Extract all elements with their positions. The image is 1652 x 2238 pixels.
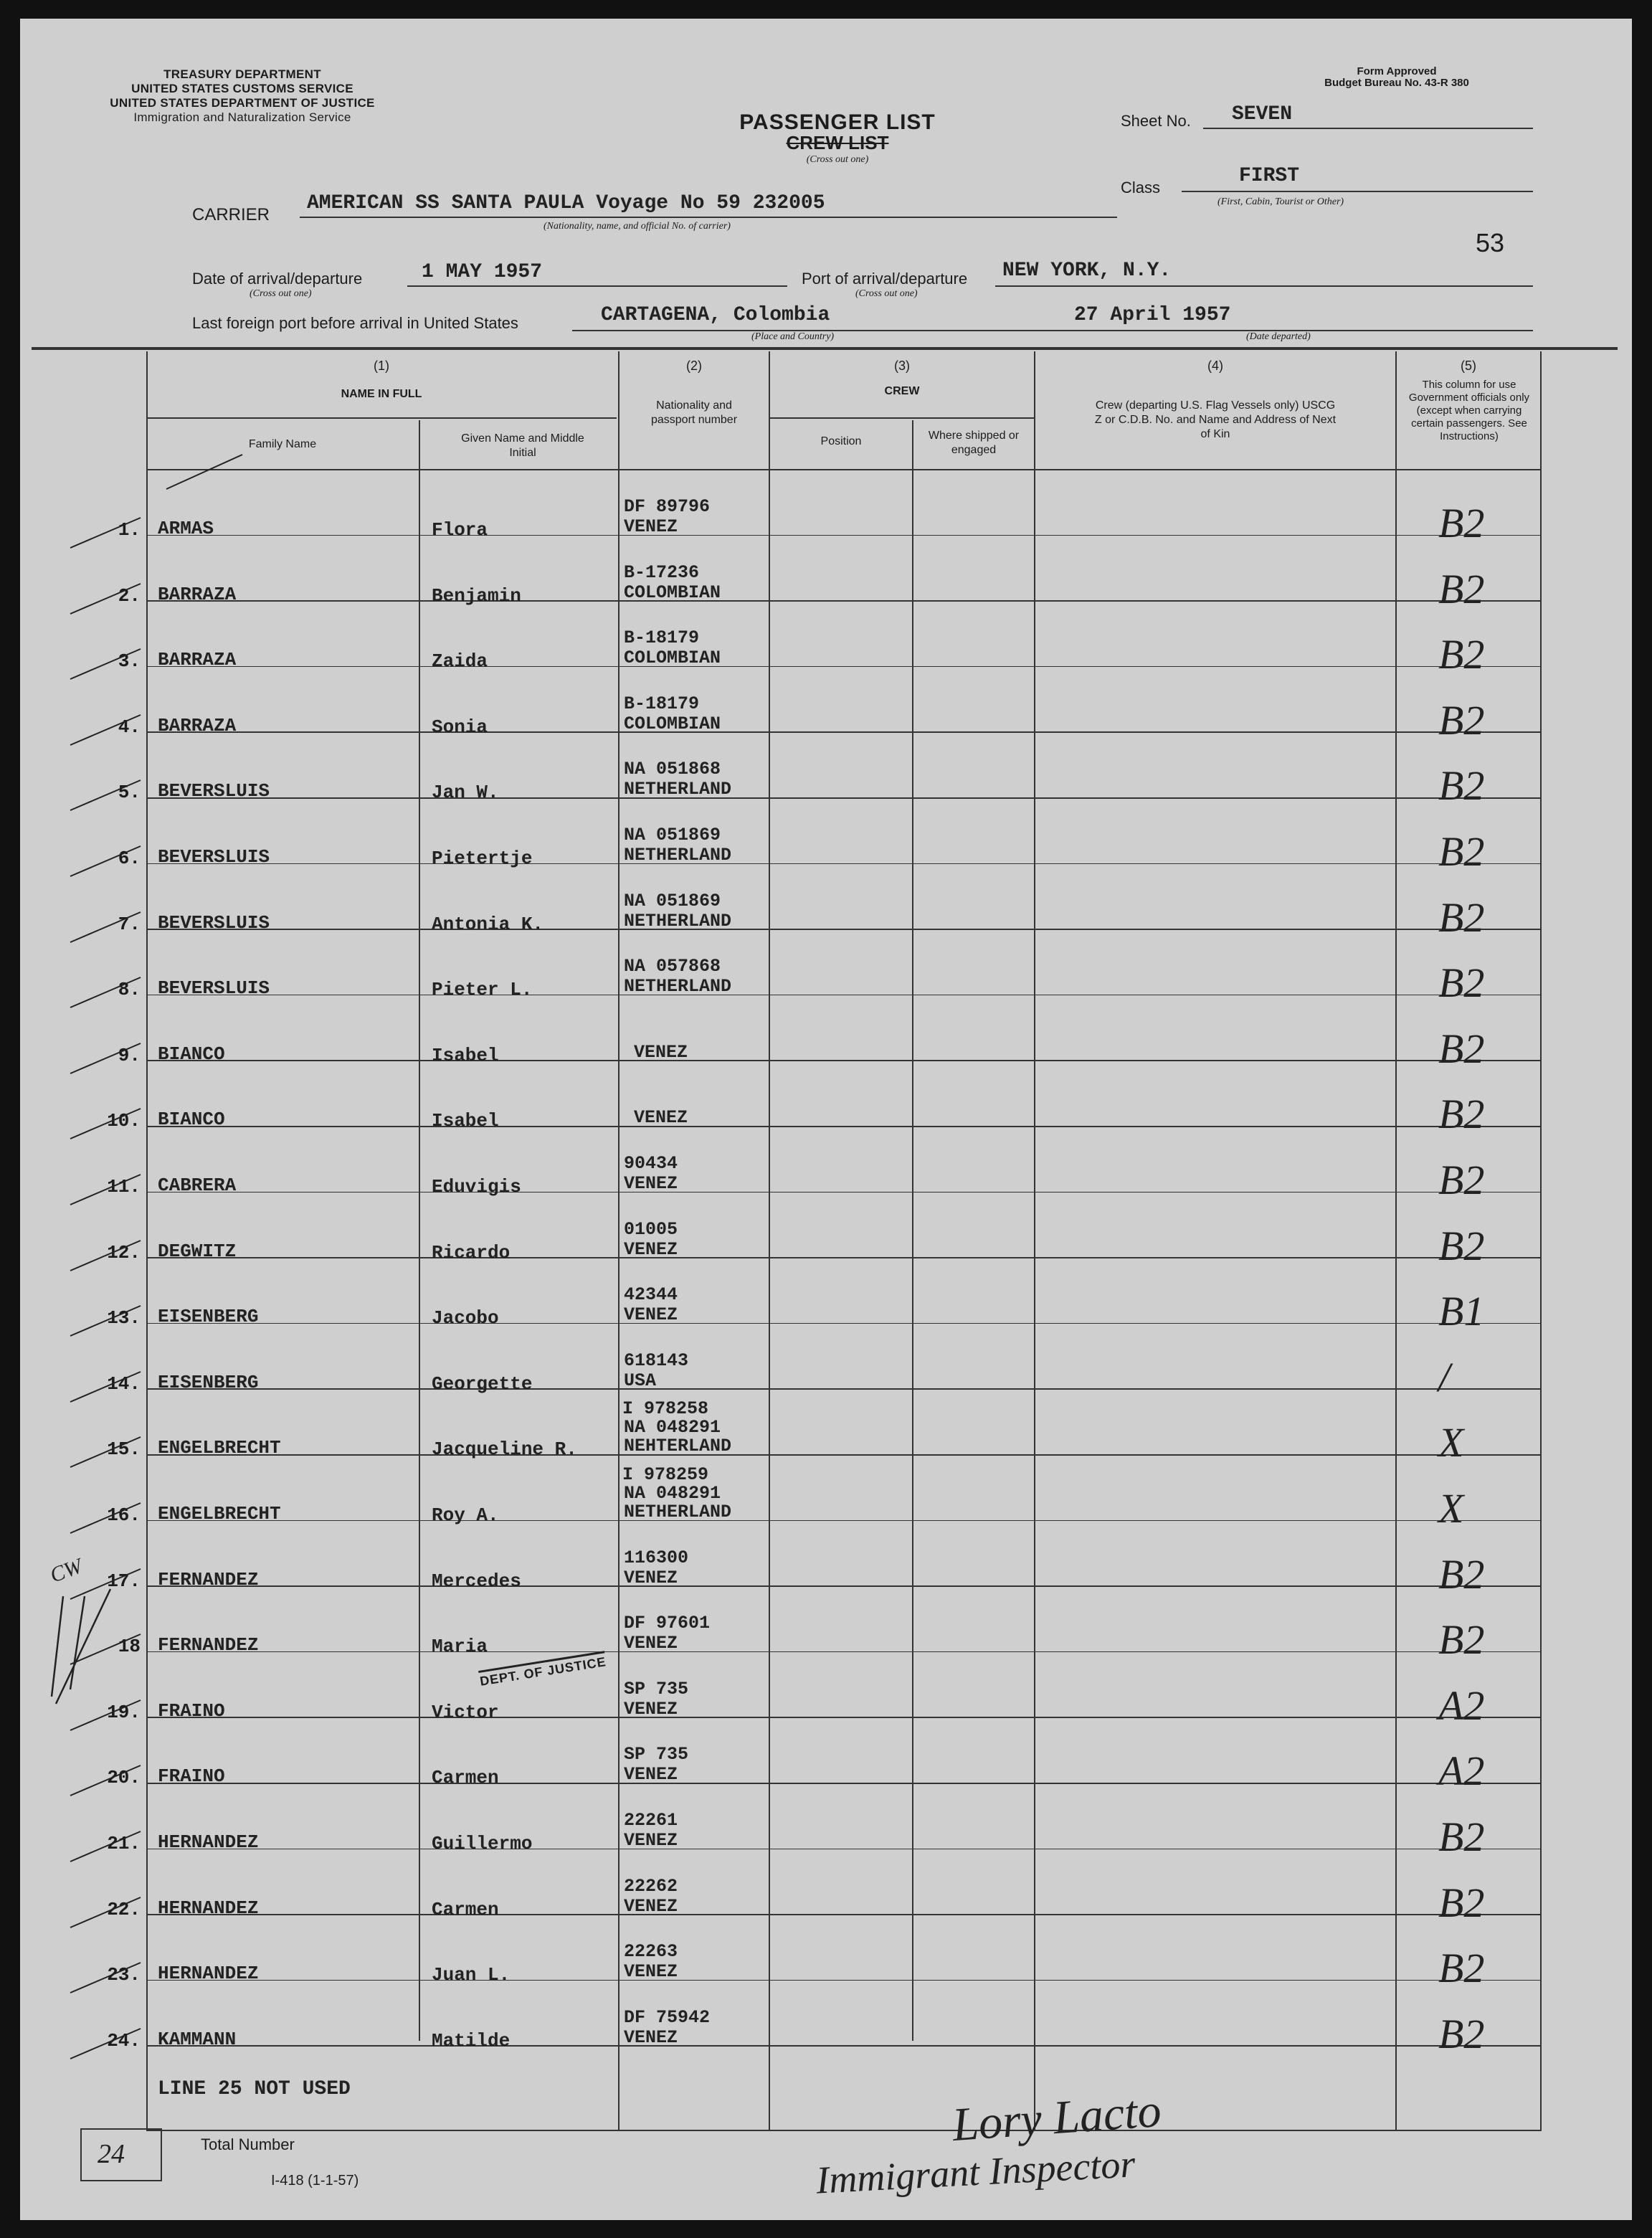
passport-number: 42344 <box>624 1284 678 1306</box>
row-number: 22. <box>107 1898 141 1920</box>
check-tick-mark <box>67 1035 146 1078</box>
visa-class-code: B2 <box>1438 1616 1485 1664</box>
check-tick-mark <box>67 1100 146 1143</box>
port-cross-note: (Cross out one) <box>855 288 918 299</box>
table-right-border <box>1540 351 1542 2130</box>
header-line-customs: UNITED STATES CUSTOMS SERVICE <box>131 82 353 95</box>
line-25-text: LINE 25 NOT USED <box>158 2078 351 2100</box>
family-name: ENGELBRECHT <box>158 1437 281 1459</box>
row-number: 16. <box>107 1504 141 1526</box>
check-tick-mark <box>67 1757 146 1800</box>
check-tick-mark <box>67 1954 146 1997</box>
passport-number: B-17236 <box>624 561 700 583</box>
page-title: PASSENGER LIST <box>739 110 936 134</box>
nationality: NETHERLAND <box>624 1502 732 1522</box>
family-name: HERNANDEZ <box>158 1963 259 1985</box>
given-name: Carmen <box>432 1898 499 1920</box>
visa-class-code: B2 <box>1438 828 1485 875</box>
given-name: Antonia K. <box>432 913 544 935</box>
row-number: 18 <box>118 1636 141 1658</box>
check-tick-mark <box>67 838 146 881</box>
date-departed-note: (Date departed) <box>1246 331 1311 342</box>
check-tick-mark <box>67 1363 146 1406</box>
visa-class-code: B2 <box>1438 1879 1485 1926</box>
table-bottom-rule <box>146 2130 1542 2131</box>
nationality: VENEZ <box>624 1698 678 1720</box>
col1-title: NAME IN FULL <box>341 388 422 400</box>
col4-title: Crew (departing U.S. Flag Vessels only) USCG Z or C.D.B. No. and Name and Address of Next of Kin <box>1094 399 1337 440</box>
check-tick-mark <box>67 1166 146 1209</box>
check-tick-mark <box>67 1232 146 1275</box>
visa-class-code: B2 <box>1438 631 1485 678</box>
check-tick-mark <box>67 640 146 683</box>
passport-number: NA 057868 <box>624 956 721 977</box>
passport-number: 116300 <box>624 1547 689 1568</box>
given-name: Jacqueline R. <box>432 1438 577 1461</box>
page-number: 53 <box>1476 228 1505 257</box>
sheet-no-label: Sheet No. <box>1121 112 1191 130</box>
given-name: Jacobo <box>432 1307 499 1329</box>
title-cross-note: (Cross out one) <box>806 154 869 165</box>
nationality: VENEZ <box>624 1633 678 1654</box>
nationality: VENEZ <box>624 2026 678 2048</box>
total-value: 24 <box>98 2139 125 2169</box>
justice-stamp: DEPT. OF JUSTICE <box>478 1651 607 1689</box>
visa-class-code: X <box>1438 1419 1464 1466</box>
family-name: FRAINO <box>158 1765 225 1788</box>
family-name: BEVERSLUIS <box>158 780 270 802</box>
header-line-justice: UNITED STATES DEPARTMENT OF JUSTICE <box>110 96 375 110</box>
given-name: Pieter L. <box>432 979 533 1001</box>
nationality: NETHERLAND <box>624 910 732 931</box>
given-name: Juan L. <box>432 1964 511 1986</box>
visa-class-code: B2 <box>1438 959 1485 1007</box>
sheet-no-underline <box>1203 128 1533 129</box>
given-name: Benjamin <box>432 584 521 607</box>
row-rule <box>146 1585 1542 1587</box>
row-number: 13. <box>107 1307 141 1329</box>
nationality: VENEZ <box>624 1961 678 1983</box>
header-diagonal-mark <box>163 449 250 492</box>
family-name: BEVERSLUIS <box>158 977 270 1000</box>
visa-class-code: B2 <box>1438 1025 1485 1072</box>
row-number: 24. <box>107 2029 141 2052</box>
row-number: 9. <box>118 1044 141 1066</box>
divider-nat-crew <box>769 351 770 2130</box>
row-number: 3. <box>118 650 141 673</box>
nationality: USA <box>624 1370 657 1391</box>
col3-title: CREW <box>884 385 920 397</box>
visa-class-code: B2 <box>1438 1091 1485 1138</box>
passport-number: NA 051869 <box>624 890 721 911</box>
date-cross-note: (Cross out one) <box>250 288 312 299</box>
given-name: Carmen <box>432 1767 499 1789</box>
visa-class-code: B2 <box>1438 1945 1485 1992</box>
row-rule <box>146 731 1542 733</box>
visa-class-code: B2 <box>1438 762 1485 810</box>
row-number: 20. <box>107 1767 141 1789</box>
row-rule <box>146 1914 1542 1915</box>
given-name: Mercedes <box>432 1570 521 1592</box>
row-number: 19. <box>107 1701 141 1723</box>
nationality: VENEZ <box>624 1830 678 1851</box>
given-name: Flora <box>432 519 488 541</box>
carrier-value: AMERICAN SS SANTA PAULA Voyage No 59 232005 <box>307 192 825 214</box>
row-number: 21. <box>107 1833 141 1854</box>
row-number: 7. <box>118 913 141 935</box>
header-rule <box>32 347 1618 350</box>
visa-class-code: B2 <box>1438 1157 1485 1203</box>
family-name: CABRERA <box>158 1175 237 1196</box>
row-rule <box>146 995 1542 996</box>
passport-number-alt: I 978258 <box>622 1398 709 1420</box>
row-number: 14. <box>107 1372 141 1395</box>
passport-number: 01005 <box>624 1218 678 1240</box>
row-rule <box>146 535 1542 536</box>
signature-title: Immigrant Inspector <box>815 2142 1136 2202</box>
given-name: Pietertje <box>432 848 533 869</box>
check-tick-mark <box>67 509 146 552</box>
row-rule <box>146 1717 1542 1718</box>
row-rule <box>146 1257 1542 1258</box>
family-name: ARMAS <box>158 518 214 539</box>
row-rule <box>146 666 1542 668</box>
family-name: FERNANDEZ <box>158 1634 259 1656</box>
family-name: FRAINO <box>158 1699 225 1722</box>
given-name: Georgette <box>432 1372 533 1395</box>
col4-number: (4) <box>1207 359 1223 373</box>
header-line-ins: Immigration and Naturalization Service <box>133 110 351 124</box>
visa-class-code: B2 <box>1438 1813 1485 1860</box>
family-name: HERNANDEZ <box>158 1831 259 1853</box>
check-tick-mark <box>67 1889 146 1932</box>
form-approved-block <box>1304 66 1490 89</box>
col1-number: (1) <box>374 359 389 373</box>
row-number: 12. <box>107 1241 141 1263</box>
nationality: NETHERLAND <box>624 779 732 800</box>
crew-subheader-rule <box>769 417 1034 419</box>
header-bottom-rule <box>146 469 1542 470</box>
passport-number: DF 97601 <box>624 1613 711 1634</box>
row-rule <box>146 1060 1542 1061</box>
row-number: 15. <box>107 1438 141 1461</box>
family-name: DEGWITZ <box>158 1240 237 1262</box>
header-agency-block <box>85 67 400 125</box>
row-rule <box>146 2045 1542 2047</box>
last-port-note: (Place and Country) <box>751 331 835 342</box>
given-name: Victor <box>432 1701 499 1723</box>
given-name: Eduvigis <box>432 1176 521 1198</box>
last-port-value: CARTAGENA, Colombia <box>601 304 830 326</box>
row-number: 8. <box>118 979 141 1001</box>
date-arrival-value: 1 MAY 1957 <box>422 261 543 283</box>
given-name: Guillermo <box>432 1833 533 1854</box>
total-label: Total Number <box>201 2135 295 2153</box>
sheet-no-value: SEVEN <box>1232 103 1293 125</box>
divider-kin-official <box>1395 351 1397 2130</box>
family-name: BEVERSLUIS <box>158 911 270 934</box>
family-name: KAMMANN <box>158 2028 237 2050</box>
given-name: Matilde <box>432 2029 511 2052</box>
date-arrival-label: Date of arrival/departure <box>192 270 363 288</box>
row-rule <box>146 797 1542 799</box>
check-tick-mark <box>67 1494 146 1537</box>
given-name: Roy A. <box>432 1504 499 1526</box>
row-number: 2. <box>118 584 141 607</box>
visa-class-code: B2 <box>1438 696 1485 744</box>
family-name: BARRAZA <box>158 714 237 736</box>
visa-class-code: A2 <box>1438 1682 1485 1729</box>
passport-number: B-18179 <box>624 627 700 649</box>
given-name: Maria <box>432 1636 488 1658</box>
nationality: VENEZ <box>624 1567 678 1588</box>
col5-title: This column for use Government officials only (except when carrying certain passengers. See Instructions) <box>1408 379 1530 442</box>
title-crew-list-struck: CREW LIST <box>786 132 889 153</box>
row-rule <box>146 1520 1542 1522</box>
passport-number: NA 051868 <box>624 759 721 780</box>
margin-note-cw: CW <box>47 1554 86 1588</box>
visa-class-code: B2 <box>1438 1550 1485 1598</box>
nationality: VENEZ <box>624 1764 678 1786</box>
col1-given-heading: Given Name and Middle Initial <box>461 432 584 459</box>
date-arrival-underline <box>407 285 787 287</box>
divider-name-nat <box>618 351 620 2130</box>
class-underline <box>1182 191 1533 192</box>
header-line-treasury: TREASURY DEPARTMENT <box>163 67 321 81</box>
passport-number: B-18179 <box>624 693 700 714</box>
given-name: Sonia <box>432 716 488 738</box>
divider-family-given <box>419 420 420 2041</box>
nationality: VENEZ <box>634 1107 688 1129</box>
row-rule <box>146 1849 1542 1850</box>
given-name: Ricardo <box>432 1241 511 1263</box>
col1-family-heading: Family Name <box>248 438 317 450</box>
form-number: I-418 (1-1-57) <box>271 2173 359 2189</box>
row-number: 10. <box>107 1110 141 1132</box>
total-box <box>80 2128 162 2181</box>
port-arrival-underline <box>995 285 1533 287</box>
nationality: VENEZ <box>624 1238 678 1260</box>
family-name: BEVERSLUIS <box>158 846 270 868</box>
nationality: VENEZ <box>624 516 678 537</box>
passport-number: DF 89796 <box>624 496 711 517</box>
port-arrival-label: Port of arrival/departure <box>802 270 968 288</box>
nationality: NETHERLAND <box>624 976 732 997</box>
budget-bureau-text: Budget Bureau No. 43-R 380 <box>1324 77 1469 89</box>
row-number: 17. <box>107 1570 141 1592</box>
passport-number: 618143 <box>624 1350 689 1371</box>
passport-number: 22263 <box>624 1941 678 1963</box>
check-tick-mark <box>67 1297 146 1340</box>
col3-where-heading: Where shipped or engaged <box>928 430 1020 456</box>
passport-number: NA 048291 <box>624 1483 721 1504</box>
document-sheet <box>20 19 1632 2220</box>
nationality: NETHERLAND <box>624 845 732 866</box>
check-tick-mark <box>67 1428 146 1471</box>
row-rule <box>146 1388 1542 1390</box>
nationality: VENEZ <box>624 1304 678 1326</box>
check-tick-mark <box>67 1823 146 1866</box>
passport-number-alt: I 978259 <box>622 1464 709 1485</box>
row-rule <box>146 863 1542 865</box>
visa-class-code: B2 <box>1438 1222 1485 1269</box>
title-block <box>708 110 967 166</box>
passport-number: SP 735 <box>624 1678 689 1699</box>
given-name: Zaida <box>432 650 488 673</box>
row-rule <box>146 1783 1542 1784</box>
given-name: Jan W. <box>432 782 499 804</box>
margin-tally-marks <box>42 1582 120 1711</box>
check-tick-mark <box>67 904 146 947</box>
passport-number: 22261 <box>624 1810 678 1831</box>
row-rule <box>146 1192 1542 1193</box>
given-name: Isabel <box>432 1110 499 1132</box>
form-approved-text: Form Approved <box>1357 65 1437 77</box>
class-note: (First, Cabin, Tourist or Other) <box>1217 196 1344 207</box>
family-name: FERNANDEZ <box>158 1568 259 1590</box>
check-tick-mark <box>67 2020 146 2063</box>
nationality: COLOMBIAN <box>624 713 721 734</box>
family-name: BARRAZA <box>158 649 237 671</box>
visa-class-code: A2 <box>1438 1748 1485 1795</box>
carrier-note: (Nationality, name, and official No. of carrier) <box>543 221 731 232</box>
row-rule <box>146 1454 1542 1456</box>
date-departed-value: 27 April 1957 <box>1074 304 1231 326</box>
row-number: 6. <box>118 848 141 869</box>
family-name: BIANCO <box>158 1043 225 1065</box>
check-tick-mark <box>67 575 146 618</box>
carrier-underline <box>300 217 1117 218</box>
check-tick-mark <box>67 706 146 749</box>
family-name: BIANCO <box>158 1109 225 1131</box>
col3-position-heading: Position <box>820 435 862 447</box>
port-arrival-value: NEW YORK, N.Y. <box>1002 260 1172 282</box>
last-port-label: Last foreign port before arrival in United States <box>192 314 518 332</box>
check-tick-mark <box>67 772 146 815</box>
passport-number: NA 048291 <box>624 1417 721 1438</box>
last-port-underline <box>572 330 1533 331</box>
nationality: COLOMBIAN <box>624 582 721 603</box>
family-name: HERNANDEZ <box>158 1897 259 1919</box>
class-label: Class <box>1121 179 1161 196</box>
table-left-border <box>146 351 148 2130</box>
row-rule <box>146 1323 1542 1324</box>
name-subheader-rule <box>146 417 617 419</box>
nationality: NEHTERLAND <box>624 1436 732 1457</box>
col2-number: (2) <box>686 359 702 373</box>
family-name: EISENBERG <box>158 1371 259 1393</box>
row-number: 5. <box>118 782 141 804</box>
row-rule <box>146 1980 1542 1981</box>
visa-class-code: B2 <box>1438 500 1485 546</box>
given-name: Isabel <box>432 1044 499 1066</box>
row-rule <box>146 600 1542 602</box>
visa-class-code: B2 <box>1438 2010 1485 2057</box>
family-name: BARRAZA <box>158 583 237 605</box>
divider-position-where <box>912 420 913 2041</box>
visa-class-code: / <box>1438 1353 1451 1400</box>
passport-number: DF 75942 <box>624 2006 711 2028</box>
nationality: VENEZ <box>624 1895 678 1917</box>
col2-title: Nationality and passport number <box>650 399 738 426</box>
visa-class-code: B2 <box>1438 893 1485 941</box>
visa-class-code: B2 <box>1438 565 1485 612</box>
visa-class-code: X <box>1438 1485 1464 1532</box>
class-value: FIRST <box>1239 165 1300 187</box>
signature-name: Lory Lacto <box>950 2084 1163 2152</box>
check-tick-mark <box>67 969 146 1012</box>
nationality: VENEZ <box>634 1041 688 1063</box>
row-rule <box>146 929 1542 930</box>
row-number: 23. <box>107 1964 141 1986</box>
passport-number: 90434 <box>624 1153 678 1174</box>
row-number: 11. <box>107 1176 141 1198</box>
passport-number: 22262 <box>624 1875 678 1897</box>
passport-number: NA 051869 <box>624 825 721 845</box>
nationality: VENEZ <box>624 1173 678 1194</box>
col3-number: (3) <box>894 359 910 373</box>
visa-class-code: B1 <box>1438 1288 1485 1335</box>
passport-number: SP 735 <box>624 1744 689 1765</box>
family-name: EISENBERG <box>158 1306 259 1328</box>
carrier-label: CARRIER <box>192 205 270 224</box>
row-number: 4. <box>118 716 141 738</box>
row-rule <box>146 1126 1542 1127</box>
col5-number: (5) <box>1461 359 1476 373</box>
divider-crew-kin <box>1034 351 1035 2130</box>
nationality: COLOMBIAN <box>624 648 721 669</box>
family-name: ENGELBRECHT <box>158 1503 281 1525</box>
row-number: 1. <box>118 519 141 541</box>
row-rule <box>146 1651 1542 1653</box>
